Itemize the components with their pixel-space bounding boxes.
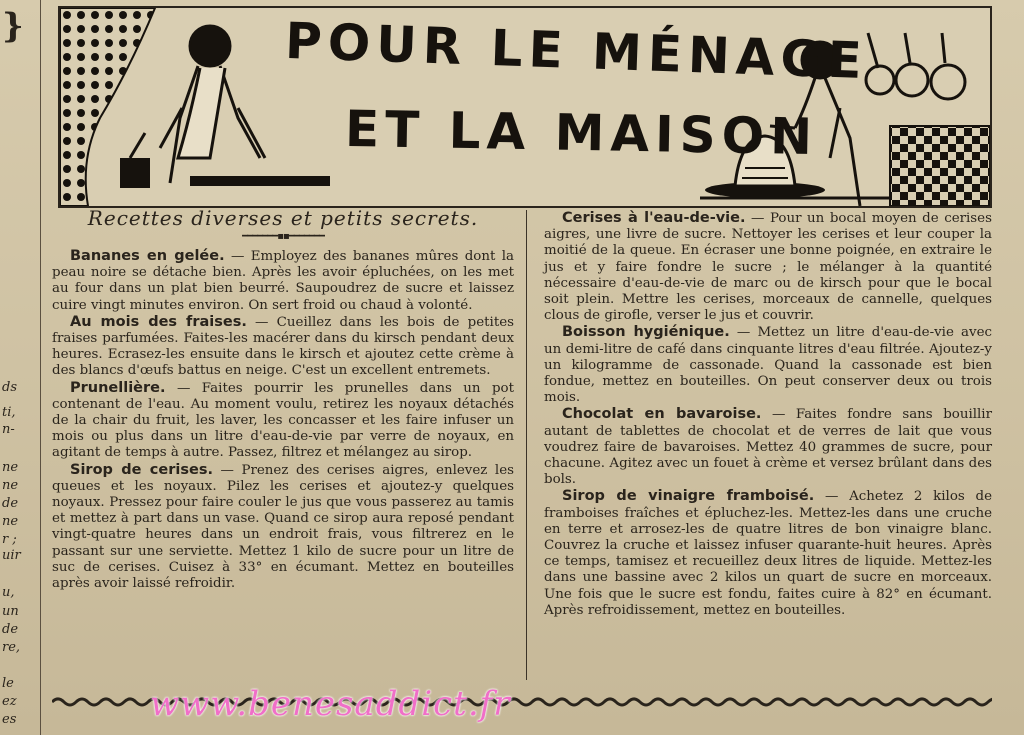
recipe-title: Sirop de vinaigre framboisé. xyxy=(562,488,815,505)
banner-title-line2: ET LA MAISON xyxy=(344,99,819,167)
recipe-body: — Faites fondre sans bouillir autant de tablettes de chocolat et de verres de lait que vous voudrez faire de bavaroises. Mettez 40 grammes de sucre, pour chacune. Agitez avec un fouet à crème et versez brûlant dans des bols. xyxy=(544,407,992,488)
margin-fragment: ne xyxy=(2,460,19,475)
recipe-title: Cerises à l'eau-de-vie. xyxy=(562,210,746,226)
margin-fragment: uir xyxy=(2,548,21,563)
recipe-paragraph xyxy=(52,314,514,380)
recipe-paragraph xyxy=(52,248,514,314)
margin-fragment: n- xyxy=(2,422,15,437)
ironing-board-icon xyxy=(120,133,330,188)
margin-fragment: un xyxy=(2,604,19,619)
margin-brace: } xyxy=(2,6,24,46)
recipe-title: Bananes en gelée. xyxy=(70,248,225,264)
margin-fragment: es xyxy=(2,712,17,727)
left-column xyxy=(52,206,514,592)
margin-fragment: u, xyxy=(2,585,15,600)
section-title: Recettes diverses et petits secrets. xyxy=(87,206,479,230)
recipe-body: — Pour un bocal moyen de cerises aigres, une livre de sucre. Nettoyer les cerises et leur couper la moitié de la queue. En écraser une bonne poignée, en extraire le jus et y faire fondre le sucre ; le mélanger à la quantité nécessaire d'eau-de-vie de marc ou de kirsch pour que le bocal soit plein. Mettre les cerises, morceaux de cannelle, quelques clous de girofle, verser le jus et couvrir. xyxy=(544,211,992,324)
recipe-body: — Employez des bananes mûres dont la peau noire se détache bien. Après les avoir épluchées, on les met au four dans un plat bien beurré. Saupoudrez de sucre et laissez cuire vingt minutes environ. On sert froid ou chaud à volonté. xyxy=(52,249,514,313)
checkered-wall-icon xyxy=(890,126,990,206)
right-column xyxy=(544,210,992,619)
recipe-body: — Achetez 2 kilos de framboises fraîches et épluchez-les. Mettez-les dans une cruche en terre et arrosez-les de quatre litres de bon vinaigre blanc. Couvrez la cruche et laissez infuser quarante-huit heures. Après ce temps, tamisez et recueillez deux litres de liquide. Mettez-les dans une bassine avec 2 kilos un quart de sucre en morceaux. Une fois que le sucre est fondu, faites cuire à 82° en écumant. Après refroidissement, mettez en bouteilles. xyxy=(544,489,993,618)
margin-fragment: ds xyxy=(2,380,17,395)
woman-ironing-icon xyxy=(160,26,265,183)
margin-fragment: de xyxy=(2,622,19,637)
recipe-body: — Prenez des cerises aigres, enlevez les queues et les noyaux. Pilez les cerises et ajoutez-y quelques noyaux. Pressez pour faire couler le jus que vous passerez au tamis et mettez à part dans un vase. Quand ce sirop aura reposé pendant vingt-quatre heures dans un endroit frais, vous filtrerez en le passant sur une serviette. Mettez 1 kilo de sucre pour un litre de suc de cerises. Cuisez à 33° en écumant. Mettez en bouteilles après avoir laissé refroidir. xyxy=(52,462,514,592)
title-ornament: ━━━━━━━▪▪━━━━━━━ xyxy=(242,231,324,242)
recipe-paragraph xyxy=(52,380,514,462)
header-banner xyxy=(58,6,992,208)
recipe-body: — Mettez un litre d'eau-de-vie avec un demi-litre de café dans cinquante litres d'eau filtrée. Ajoutez-y un kilogramme de cassonade. Quand la cassonade est bien fondue, mettez en bouteilles. On peut conserver deux ou trois mois. xyxy=(544,325,992,406)
margin-fragment: ti, xyxy=(2,405,16,420)
hanging-pans-icon xyxy=(866,33,965,99)
margin-fragment: re, xyxy=(2,640,21,655)
recipe-title: Boisson hygiénique. xyxy=(562,324,730,341)
margin-fragment: r ; xyxy=(2,532,17,547)
banner-title-line1: POUR LE MÉNAGE xyxy=(284,11,869,91)
recipe-title: Sirop de cerises. xyxy=(70,461,213,478)
recipe-paragraph xyxy=(52,462,514,593)
margin-fragment: ne xyxy=(2,478,19,493)
margin-fragment: ne xyxy=(2,514,19,529)
recipe-paragraph xyxy=(544,324,992,406)
recipe-body: — Cueillez dans les bois de petites fraises parfumées. Faites-les macérer dans du kirsch pendant deux heures. Ecrasez-les ensuite dans le kirsch et ajoutez cette crème à des blancs d'œufs battus en neige. C'est un excellent entremets. xyxy=(52,314,515,379)
margin-fragment: ez xyxy=(2,694,17,709)
left-margin-column xyxy=(0,0,41,735)
recipe-title: Prunellière. xyxy=(70,379,166,396)
recipe-paragraph xyxy=(544,210,992,324)
margin-fragment: de xyxy=(2,496,19,511)
watermark: www.benesaddict.fr xyxy=(150,684,511,724)
recipe-paragraph xyxy=(544,406,992,488)
recipe-paragraph xyxy=(544,488,992,619)
recipe-title: Chocolat en bavaroise. xyxy=(562,406,762,423)
column-divider xyxy=(526,210,527,680)
recipe-body: — Faites pourrir les prunelles dans un pot contenant de l'eau. Au moment voulu, retirez les noyaux détachés de la chair du fruit, les laver, les concasser et les faire infuser un mois ou plus dans un litre d'eau-de-vie par verre de noyaux, en agitant de temps à autre. Passez, filtrez et mélangez au sirop. xyxy=(52,380,514,461)
margin-fragment: le xyxy=(2,676,14,691)
recipe-title: Au mois des fraises. xyxy=(70,313,247,330)
